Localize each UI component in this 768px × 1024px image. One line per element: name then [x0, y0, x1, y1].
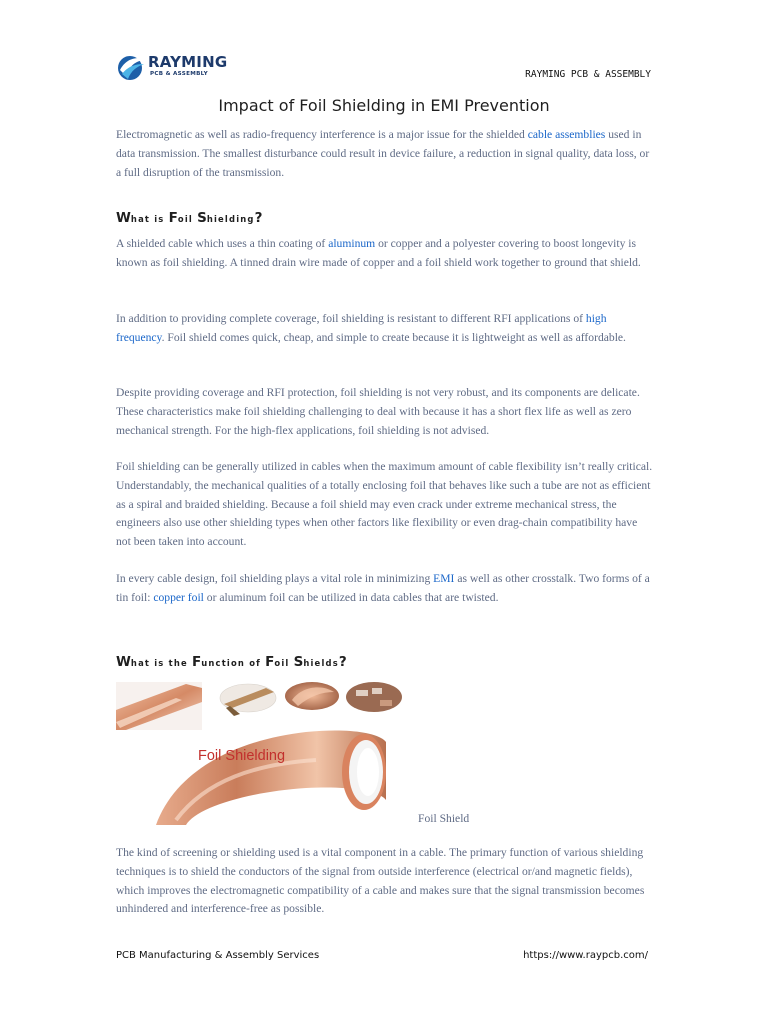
intro-text-pre: Electromagnetic as well as radio-frequency interference is a major issue for the shielded	[116, 128, 528, 141]
link-copper-foil[interactable]: copper foil	[153, 590, 204, 604]
heading-what-is-foil-shielding: What is Foil Shielding?	[116, 210, 263, 226]
s1p2-post: . Foil shield comes quick, cheap, and simple to create because it is lightweight as well as affordable.	[161, 330, 626, 344]
s1p5-post: or aluminum foil can be utilized in data cables that are twisted.	[203, 590, 499, 604]
foil-shielding-image	[116, 680, 416, 825]
s1p1-pre: A shielded cable which uses a thin coating of	[116, 237, 329, 250]
section1-paragraph-3: Despite providing coverage and RFI protection, foil shielding is not very robust, and its components are delicate. These characteristics make foil shielding challenging to deal with because it has a short flex life as well as zero mechanical strength. For the high-flex applications, foil shielding is not advised.	[116, 386, 640, 437]
rayming-logo	[116, 52, 226, 82]
link-emi[interactable]: EMI	[433, 572, 455, 585]
section1-paragraph-4: Foil shielding can be generally utilized in cables when the maximum amount of cable flexibility isn’t really critical. Understandably, the mechanical qualities of a totally enclosing foil that behaves like such a tube are not as efficient as a spiral and braided shielding. Because a foil shield may even crack under extreme mechanical stress, the engineers also use other shielding types when other factors like flexibility or even drag-chain compatibility have not been taken into account.	[116, 460, 653, 549]
figure-caption: Foil Shield	[418, 812, 470, 825]
intro-paragraph	[116, 126, 654, 182]
link-high-frequency[interactable]: high frequency	[116, 312, 607, 344]
section1-paragraph-2	[116, 310, 654, 348]
s1p5-pre: In every cable design, foil shielding plays a vital role in minimizing	[116, 572, 434, 585]
s1p2-pre: In addition to providing complete coverage, foil shielding is resistant to different RFI applications of	[116, 312, 586, 325]
rayming-logo-icon	[116, 52, 148, 82]
logo-subtitle: PCB & ASSEMBLY	[150, 71, 208, 77]
page-title: Impact of Foil Shielding in EMI Prevention	[218, 96, 550, 115]
link-aluminum[interactable]: aluminum	[328, 237, 376, 250]
heading-function-of-foil-shields: What is the Function of Foil Shields?	[116, 654, 347, 670]
s1p1-post: or copper and a polyester covering to boost longevity is known as foil shielding. A tinned drain wire made of copper and a foil shield work together to ground that shield.	[116, 237, 641, 269]
foil-shielding-illustration	[116, 680, 416, 825]
section1-paragraph-5	[116, 570, 654, 608]
link-cable-assemblies[interactable]: cable assemblies	[527, 128, 606, 141]
header-company-name: RAYMING PCB & ASSEMBLY	[525, 69, 651, 80]
footer-services-text: PCB Manufacturing & Assembly Services	[116, 950, 320, 961]
image-overlay-text: Foil Shielding	[198, 748, 286, 764]
logo-wordmark: RAYMING	[148, 53, 228, 71]
section1-paragraph-1	[116, 235, 654, 273]
intro-text-post: used in data transmission. The smallest disturbance could result in device failure, a reduction in signal quality, data loss, or a full disruption of the transmission.	[116, 128, 650, 179]
section2-paragraph-1: The kind of screening or shielding used is a vital component in a cable. The primary function of various shielding techniques is to shield the conductors of the signal from outside interference (electrical or/and magnetic fields), which improves the electromagnetic compatibility of a cable and makes sure that the signal transmission becomes unhindered and interference-free as possible.	[116, 846, 645, 916]
s1p5-mid: as well as other crosstalk. Two forms of a tin foil:	[116, 572, 650, 604]
footer-website-url[interactable]: https://www.raypcb.com/	[523, 950, 648, 961]
